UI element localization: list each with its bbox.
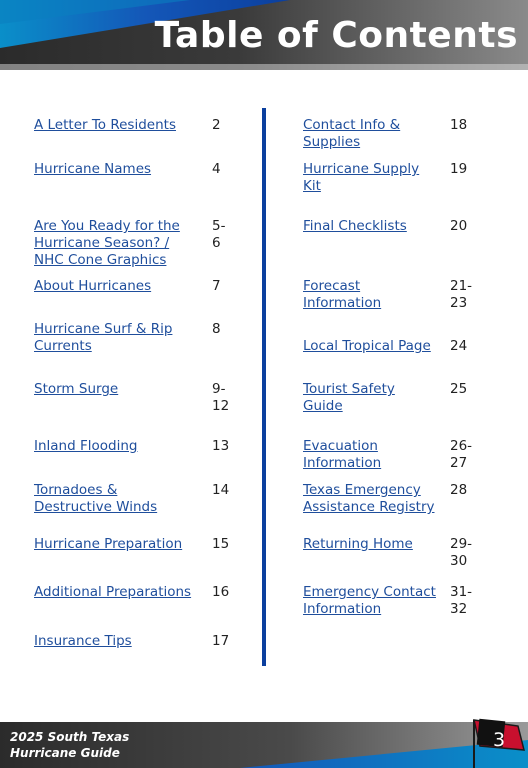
toc-entry-title[interactable]: Additional Preparations <box>34 584 192 600</box>
footer-banner <box>0 722 528 768</box>
toc-entry-title[interactable]: Texas Emergency Assistance Registry <box>303 482 435 515</box>
toc-entry-page: 14 <box>212 482 230 498</box>
toc-entry-title[interactable]: Local Tropical Page <box>303 338 431 354</box>
toc-entry-page: 28 <box>450 482 468 498</box>
toc-entry-title[interactable]: Tornadoes & Destructive Winds <box>34 482 158 515</box>
toc-entry-page: 17 <box>212 633 230 649</box>
toc-entry-page: 19 <box>450 161 468 177</box>
toc-entry-title[interactable]: Hurricane Supply Kit <box>303 161 420 194</box>
toc-entry-title[interactable]: Are You Ready for the Hurricane Season? / NHC Cone Graphics <box>34 218 180 268</box>
toc-entry-page: 9-12 <box>212 381 230 414</box>
toc-entry-title[interactable]: Tourist Safety Guide <box>303 381 395 414</box>
toc-entry-title[interactable]: Evacuation Information <box>303 438 382 471</box>
toc-entry-title[interactable]: Hurricane Surf & Rip Currents <box>34 321 173 354</box>
column-divider <box>262 108 266 666</box>
toc-entry-page: 21-23 <box>450 278 473 311</box>
toc-entry-title[interactable]: Contact Info & Supplies <box>303 117 401 150</box>
toc-entry-page: 29-30 <box>450 536 473 569</box>
toc-entry-title[interactable]: Hurricane Preparation <box>34 536 183 552</box>
toc-entry-page: 16 <box>212 584 230 600</box>
toc-entry-page: 5-6 <box>212 218 226 251</box>
footer-line-1: 2025 South Texas <box>10 730 130 744</box>
toc-entry-title[interactable]: About Hurricanes <box>34 278 152 294</box>
toc-entry-page: 15 <box>212 536 230 552</box>
toc-entry-title[interactable]: Returning Home <box>303 536 413 552</box>
toc-entry-page: 13 <box>212 438 230 454</box>
toc-entry-title[interactable]: Inland Flooding <box>34 438 138 454</box>
toc-entry-title[interactable]: A Letter To Residents <box>34 117 176 133</box>
footer-line-2: Hurricane Guide <box>10 746 120 760</box>
toc-entry-title[interactable]: Insurance Tips <box>34 633 132 649</box>
toc-entry-page: 7 <box>212 278 221 294</box>
toc-entry-page: 4 <box>212 161 221 177</box>
toc-entry-page: 20 <box>450 218 468 234</box>
toc-entry-title[interactable]: Final Checklists <box>303 218 407 234</box>
toc-entry-title[interactable]: Hurricane Names <box>34 161 152 177</box>
toc-entry-page: 25 <box>450 381 468 397</box>
page-title: Table of Contents <box>154 15 518 56</box>
toc-entry-title[interactable]: Storm Surge <box>34 381 119 397</box>
toc-entry-page: 24 <box>450 338 468 354</box>
toc-entry-page: 31-32 <box>450 584 473 617</box>
toc-entry-page: 18 <box>450 117 468 133</box>
footer-guide-title <box>10 729 129 761</box>
toc-entry-page: 8 <box>212 321 221 337</box>
toc-entry-page: 2 <box>212 117 221 133</box>
toc-entry-title[interactable]: Forecast Information <box>303 278 382 311</box>
toc-entry-title[interactable]: Emergency Contact Information <box>303 584 436 617</box>
header-banner <box>0 0 528 70</box>
toc-entry-page: 26-27 <box>450 438 473 471</box>
page-number: 3 <box>492 729 506 751</box>
